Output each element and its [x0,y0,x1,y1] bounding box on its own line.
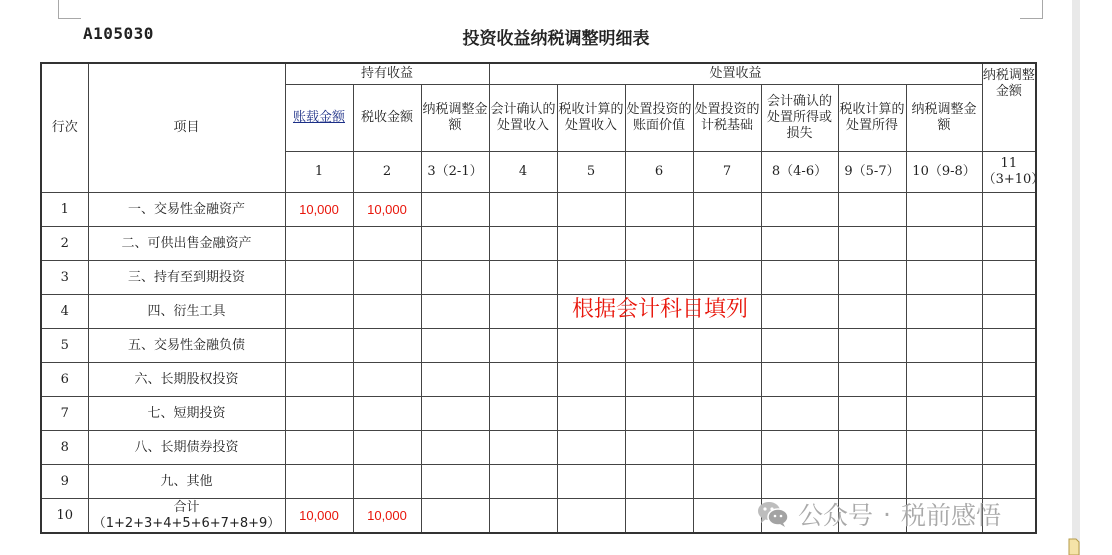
table-row [41,227,1036,261]
row-item-cell: 六、长期股权投资 [88,363,285,397]
empty-cell-col-11 [982,397,1036,431]
row-number-cell: 8 [41,431,88,465]
empty-cell-col-11 [982,193,1036,227]
empty-cell-col-3 [421,261,489,295]
header-col-4-num: 4 [489,152,557,193]
book-amount-cell [285,329,353,363]
empty-cell-col-5 [557,397,625,431]
header-col-10-label: 纳税调整金额 [906,85,982,152]
page-edge [1072,0,1080,555]
empty-cell-col-8 [761,465,838,499]
empty-cell-col-9 [838,295,906,329]
empty-cell-col-11 [982,363,1036,397]
empty-cell-col-9 [838,431,906,465]
form-code: A105030 [83,24,154,43]
empty-cell-col-7 [693,397,761,431]
empty-cell-col-10 [906,261,982,295]
header-col-5-label: 税收计算的处置收入 [557,85,625,152]
book-amount-cell [285,431,353,465]
tax-amount-cell [353,431,421,465]
empty-cell-col-8 [761,329,838,363]
row-number-cell: 1 [41,193,88,227]
empty-cell-col-4 [489,499,557,534]
tax-amount-cell [353,329,421,363]
empty-cell-col-9 [838,261,906,295]
header-col-9-label: 税收计算的处置所得 [838,85,906,152]
book-amount-cell: 10,000 [285,193,353,227]
empty-cell-col-6 [625,227,693,261]
empty-cell-col-7 [693,227,761,261]
empty-cell-col-6 [625,261,693,295]
empty-cell-col-9 [838,465,906,499]
empty-cell-col-11 [982,431,1036,465]
row-item-cell: 七、短期投资 [88,397,285,431]
empty-cell-col-5 [557,329,625,363]
watermark [756,496,1001,532]
empty-cell-col-7 [693,499,761,534]
empty-cell-col-4 [489,397,557,431]
adjustment-table [40,62,1045,534]
table-body [41,193,1036,534]
tax-amount-cell [353,261,421,295]
header-item: 项目 [88,63,285,193]
header-col-3-num: 3（2-1） [421,152,489,193]
book-amount-cell [285,261,353,295]
table-row [41,397,1036,431]
empty-cell-col-11 [982,261,1036,295]
empty-cell-col-9 [838,329,906,363]
table-row [41,329,1036,363]
empty-cell-col-6 [625,193,693,227]
header-col-8-num: 8（4-6） [761,152,838,193]
empty-cell-col-4 [489,431,557,465]
empty-cell-col-9 [838,227,906,261]
empty-cell-col-5 [557,363,625,397]
empty-cell-col-10 [906,397,982,431]
header-col-3-label: 纳税调整金额 [421,85,489,152]
empty-cell-col-9 [838,363,906,397]
form-title: 投资收益纳税调整明细表 [462,29,650,49]
table-row [41,261,1036,295]
empty-cell-col-6 [625,397,693,431]
empty-cell-col-10 [906,363,982,397]
header-col-11-label: 纳税调整金额 [982,63,1036,152]
empty-cell-col-5 [557,499,625,534]
empty-cell-col-3 [421,329,489,363]
empty-cell-col-4 [489,295,557,329]
empty-cell-col-7 [693,363,761,397]
row-number-cell: 5 [41,329,88,363]
empty-cell-col-10 [906,295,982,329]
book-amount-cell [285,465,353,499]
book-amount-cell [285,295,353,329]
empty-cell-col-4 [489,363,557,397]
watermark-prefix: 公众号 [798,501,874,530]
empty-cell-col-7 [693,193,761,227]
watermark-separator: · [883,499,891,529]
row-number-cell: 6 [41,363,88,397]
empty-cell-col-7 [693,431,761,465]
header-col-1-label[interactable]: 账载金额 [285,85,353,152]
row-number-cell: 2 [41,227,88,261]
empty-cell-col-5 [557,465,625,499]
row-item-cell: 一、交易性金融资产 [88,193,285,227]
tax-amount-cell: 10,000 [353,193,421,227]
empty-cell-col-7 [693,329,761,363]
header-col-5-num: 5 [557,152,625,193]
tax-amount-cell [353,465,421,499]
empty-cell-col-8 [761,397,838,431]
header-row-no: 行次 [41,63,88,193]
header-col-6-label: 处置投资的账面价值 [625,85,693,152]
header-col-1-num: 1 [285,152,353,193]
empty-cell-col-4 [489,193,557,227]
empty-cell-col-8 [761,227,838,261]
header-col-7-num: 7 [693,152,761,193]
row-item-cell: 八、长期债券投资 [88,431,285,465]
header-col-6-num: 6 [625,152,693,193]
empty-cell-col-4 [489,227,557,261]
table-row [41,193,1036,227]
wechat-icon [756,499,790,529]
book-amount-cell [285,227,353,261]
empty-cell-col-4 [489,465,557,499]
row-item-cell: 二、可供出售金融资产 [88,227,285,261]
row-item-cell: 四、衍生工具 [88,295,285,329]
header-col-4-label: 会计确认的处置收入 [489,85,557,152]
empty-cell-col-11 [982,329,1036,363]
header-col-2-num: 2 [353,152,421,193]
table-row [41,465,1036,499]
empty-cell-col-3 [421,431,489,465]
annotation-note: 根据会计科目填列 [572,296,749,321]
empty-cell-col-8 [761,295,838,329]
tax-amount-cell [353,227,421,261]
header-col-2-label: 税收金额 [353,85,421,152]
empty-cell-col-5 [557,227,625,261]
watermark-account: 税前感悟 [900,501,1001,530]
document-icon [1068,538,1080,555]
empty-cell-col-8 [761,431,838,465]
empty-cell-col-10 [906,227,982,261]
empty-cell-col-7 [693,465,761,499]
empty-cell-col-7 [693,261,761,295]
book-amount-cell: 10,000 [285,499,353,534]
empty-cell-col-11 [982,295,1036,329]
empty-cell-col-9 [838,193,906,227]
row-item-cell: 九、其他 [88,465,285,499]
header-group-holding: 持有收益 [285,63,489,85]
empty-cell-col-5 [557,193,625,227]
header-group-disposal: 处置收益 [489,63,982,85]
empty-cell-col-4 [489,261,557,295]
empty-cell-col-3 [421,499,489,534]
header-col-7-label: 处置投资的计税基础 [693,85,761,152]
row-item-cell: 三、持有至到期投资 [88,261,285,295]
table-row [41,431,1036,465]
row-item-cell: 合计（1+2+3+4+5+6+7+8+9） [88,499,285,534]
book-amount-cell [285,397,353,431]
empty-cell-col-5 [557,431,625,465]
empty-cell-col-5 [557,261,625,295]
tax-amount-cell: 10,000 [353,499,421,534]
tax-amount-cell [353,363,421,397]
empty-cell-col-3 [421,363,489,397]
table-row [41,363,1036,397]
header-col-10-num: 10（9-8） [906,152,982,193]
empty-cell-col-3 [421,465,489,499]
empty-cell-col-3 [421,193,489,227]
empty-cell-col-10 [906,329,982,363]
empty-cell-col-3 [421,227,489,261]
empty-cell-col-10 [906,431,982,465]
tax-amount-cell [353,397,421,431]
row-number-cell: 4 [41,295,88,329]
crop-mark-top-right [1020,0,1043,19]
empty-cell-col-11 [982,465,1036,499]
empty-cell-col-10 [906,465,982,499]
empty-cell-col-6 [625,363,693,397]
table-row [41,295,1036,329]
empty-cell-col-9 [838,397,906,431]
row-item-cell: 五、交易性金融负债 [88,329,285,363]
row-number-cell: 3 [41,261,88,295]
empty-cell-col-6 [625,499,693,534]
empty-cell-col-10 [906,193,982,227]
book-amount-cell [285,363,353,397]
empty-cell-col-6 [625,465,693,499]
empty-cell-col-6 [625,329,693,363]
row-number-cell: 7 [41,397,88,431]
crop-mark-top-left [58,0,81,19]
header-col-8-label: 会计确认的处置所得或损失 [761,85,838,152]
empty-cell-col-8 [761,193,838,227]
tax-amount-cell [353,295,421,329]
empty-cell-col-3 [421,397,489,431]
header-col-9-num: 9（5-7） [838,152,906,193]
header-col-11-num: 11（3+10） [982,152,1036,193]
empty-cell-col-4 [489,329,557,363]
empty-cell-col-8 [761,261,838,295]
empty-cell-col-11 [982,227,1036,261]
empty-cell-col-8 [761,363,838,397]
empty-cell-col-6 [625,431,693,465]
row-number-cell: 10 [41,499,88,534]
row-number-cell: 9 [41,465,88,499]
empty-cell-col-3 [421,295,489,329]
